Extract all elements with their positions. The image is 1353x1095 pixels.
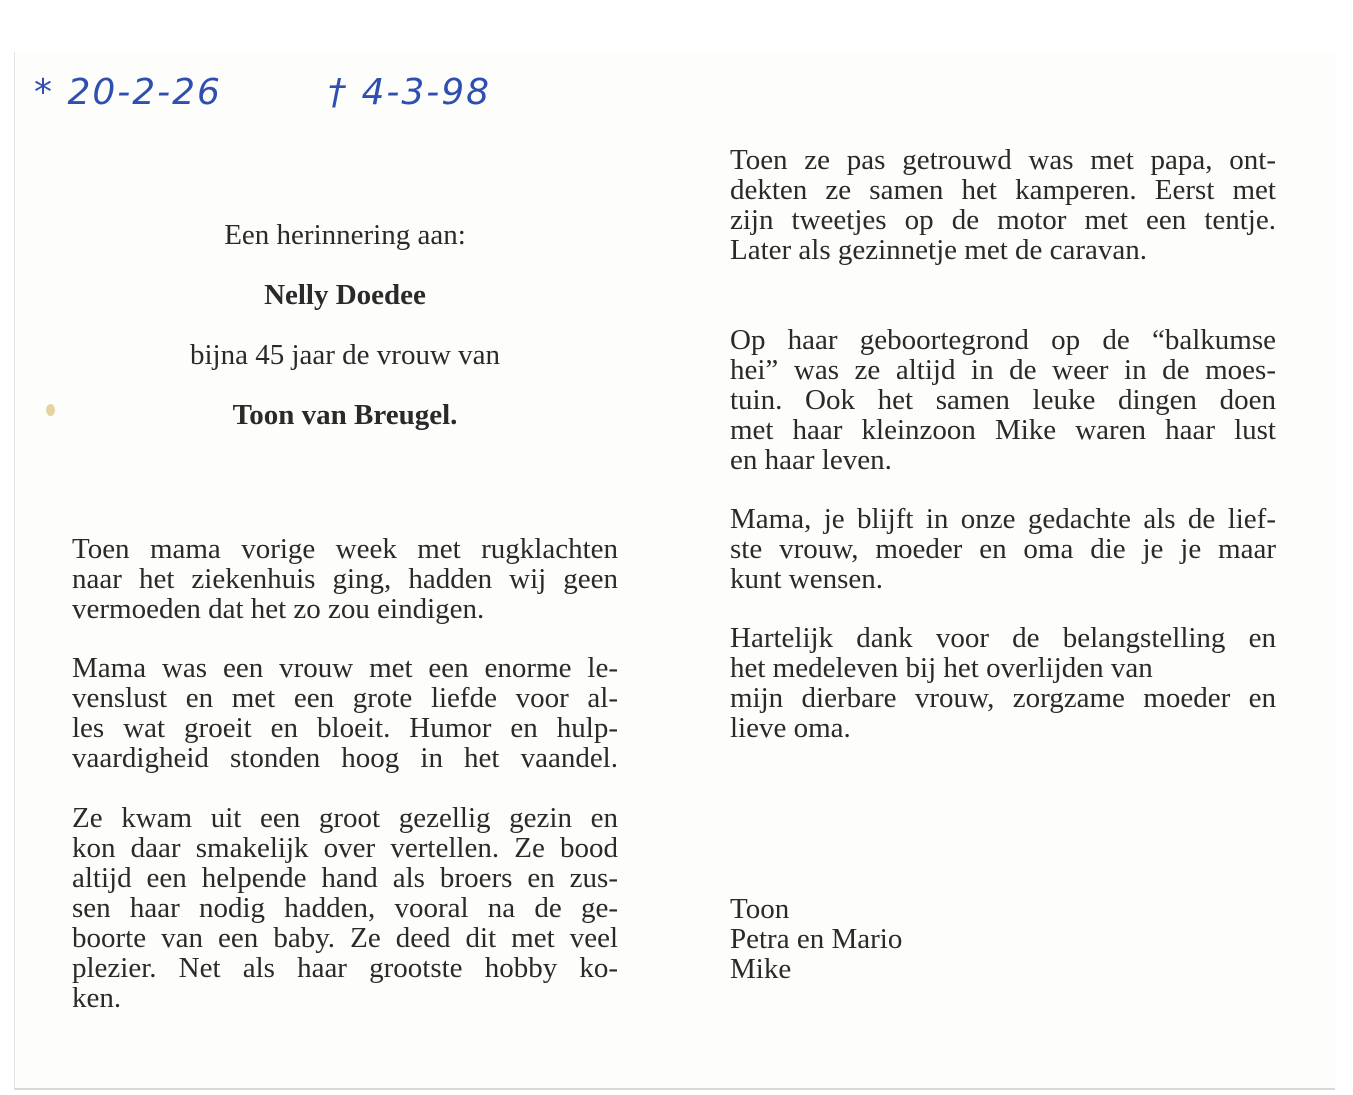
text-line: en haar leven. — [730, 444, 892, 476]
text-line: het medeleven bij het overlijden van — [730, 652, 1153, 684]
text-line: Toen ze pas getrouwd was met papa, ont- — [730, 144, 1276, 176]
deceased-name: Nelly Doedee — [264, 279, 426, 311]
text-line: met haar kleinzoon Mike waren haar lust — [730, 414, 1276, 446]
signer-name: Petra en Mario — [730, 923, 903, 955]
paragraph-remembrance — [730, 504, 1276, 594]
paragraph-camping — [730, 145, 1276, 265]
text-line: naar het ziekenhuis ging, hadden wij geen — [72, 563, 618, 595]
text-line: zijn tweetjes op de motor met een tentje. — [730, 204, 1276, 236]
signer-name: Mike — [730, 953, 792, 985]
paragraph-vegetable-garden — [730, 325, 1276, 475]
text-line: Mama was een vrouw met een enorme le- — [72, 652, 618, 684]
text-line: Ze kwam uit een groot gezellig gezin en — [72, 802, 618, 834]
text-line: tuin. Ook het samen leuke dingen doen — [730, 384, 1276, 416]
text-line: kon daar smakelijk over vertellen. Ze bood — [72, 832, 618, 864]
paragraph-hospital — [72, 534, 618, 624]
marriage-relation: bijna 45 jaar de vrouw van — [189, 339, 501, 371]
text-line: mijn dierbare vrouw, zorgzame moeder en — [730, 682, 1276, 714]
text-line: vaardigheid stonden hoog in het vaandel. — [72, 742, 618, 774]
text-line: ken. — [72, 982, 122, 1014]
paragraph-zest-for-life — [72, 653, 618, 773]
text-line: ste vrouw, moeder en oma die je je maar — [730, 533, 1276, 565]
memorial-intro: Een herinnering aan: — [224, 219, 466, 251]
text-line: boorte van een baby. Ze deed dit met veel — [72, 922, 618, 954]
handwritten-death-date: † 4-3-98 — [328, 72, 492, 113]
text-line: hei” was ze altijd in de weer in de moes- — [730, 354, 1276, 386]
text-line: les wat groeit en bloeit. Humor en hulp- — [72, 712, 618, 744]
text-line: sen haar nodig hadden, vooral na de ge- — [72, 892, 618, 924]
text-line: kunt wensen. — [730, 563, 884, 595]
text-line: lieve oma. — [730, 712, 851, 744]
text-line: Hartelijk dank voor de belangstelling en — [730, 622, 1276, 654]
text-line: plezier. Net als haar grootste hobby ko- — [72, 952, 618, 984]
text-line: venslust en met een grote liefde voor al- — [72, 682, 618, 714]
text-line: Later als gezinnetje met de caravan. — [730, 234, 1148, 266]
text-line: vermoeden dat het zo zou eindigen. — [72, 593, 485, 625]
paper-stain — [46, 404, 55, 416]
text-line: Mama, je blijft in onze gedachte als de lief- — [730, 503, 1276, 535]
signer-name: Toon — [730, 893, 790, 925]
paragraph-thanks — [730, 623, 1276, 743]
spouse-name: Toon van Breugel. — [232, 399, 458, 431]
text-line: Toen mama vorige week met rugklachten — [72, 533, 618, 565]
text-line: altijd een helpende hand als broers en zus- — [72, 862, 618, 894]
handwritten-birth-date: * 20-2-26 — [34, 72, 222, 113]
text-line: Op haar geboortegrond op de “balkumse — [730, 324, 1276, 356]
text-line: dekten ze samen het kamperen. Eerst met — [730, 174, 1276, 206]
signers-list — [730, 894, 902, 984]
paragraph-family — [72, 803, 618, 1013]
